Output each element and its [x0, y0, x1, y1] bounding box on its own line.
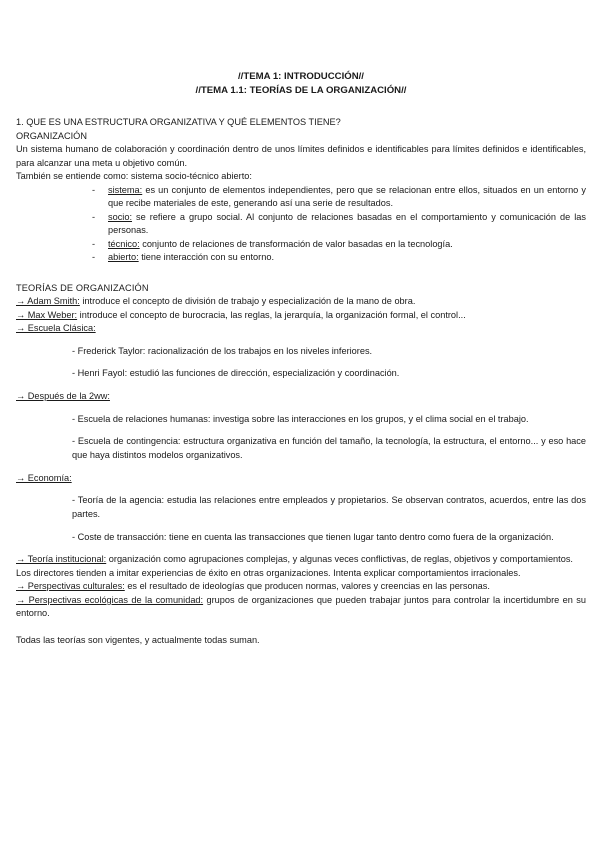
despues-2ww-heading: → Después de la 2ww:	[16, 391, 110, 402]
max-weber-entry: → Max Weber: introduce el concepto de burocracia, las reglas, la jerarquía, la organización formal, el control...	[16, 309, 466, 320]
section1-heading: 1. QUE ES UNA ESTRUCTURA ORGANIZATIVA Y QUÉ ELEMENTOS TIENE?	[16, 117, 341, 127]
perspectivas-ecologicas-entry: → Perspectivas ecológicas de la comunidad: grupos de organizaciones que pueden trabajar juntos para controlar la incertidumbre en su entorno.	[16, 594, 586, 619]
term-abierto: abierto:	[108, 252, 139, 262]
list-item: - Escuela de contingencia: estructura organizativa en función del tamaño, la tecnología, la estructura, el entorno... y eso hace que haya distintos modelos organizativos.	[72, 436, 586, 460]
list-item: - Escuela de relaciones humanas: investiga sobre las interacciones en los grupos, y el clima social en el trabajo.	[72, 413, 529, 424]
document-title: //TEMA 1: INTRODUCCIÓN//	[238, 71, 364, 82]
document-subtitle: //TEMA 1.1: TEORÍAS DE LA ORGANIZACIÓN//	[195, 85, 407, 96]
escuela-clasica-heading: → Escuela Clásica:	[16, 323, 96, 333]
closing-text: Todas las teorías son vigentes, y actualmente todas suman.	[16, 634, 260, 645]
section2-heading: TEORÍAS DE ORGANIZACIÓN	[16, 282, 149, 293]
sociotechnical-intro: También se entiende como: sistema socio-técnico abierto:	[16, 171, 252, 181]
directores-text: Los directores tienden a imitar experiencias de éxito en otras organizaciones. Intenta explicar comportamientos irracionales.	[16, 567, 521, 578]
section1-subheading: ORGANIZACIÓN	[16, 130, 87, 141]
list-item: - Coste de transacción: tiene en cuenta las transacciones que tienen lugar tanto dentro como fuera de la organización.	[72, 531, 554, 542]
term-sistema: sistema:	[108, 184, 143, 195]
list-item: - sistema: es un conjunto de elementos independientes, pero que se relacionan entre ellos, situados en un entorno y que recibe materiales de este, generando así una serie de resultados.	[92, 184, 586, 211]
list-item: - Teoría de la agencia: estudia las relaciones entre empleados y propietarios. Se observan contratos, acuerdos, entre las dos partes.	[72, 495, 586, 519]
list-item: - Frederick Taylor: racionalización de los trabajos en los niveles inferiores.	[72, 345, 373, 356]
sociotechnical-list	[16, 184, 586, 265]
list-item: - Henri Fayol: estudió las funciones de dirección, especialización y coordinación.	[72, 368, 400, 379]
economia-heading: → Economía:	[16, 472, 72, 483]
organization-definition: Un sistema humano de colaboración y coordinación dentro de unos límites definidos e identificables para límites definidos e identificables, para alcanzar una meta u objetivo común.	[16, 144, 586, 168]
document-page	[16, 70, 586, 647]
list-item: - socio: se refiere a grupo social. Al conjunto de relaciones basadas en el comportamiento y comunicación de las personas.	[92, 211, 586, 238]
term-socio: socio:	[108, 211, 133, 222]
perspectivas-culturales-entry: → Perspectivas culturales: es el resultado de ideologías que producen normas, valores y creencias en las personas.	[16, 581, 490, 592]
teoria-institucional-entry: → Teoría institucional: organización como agrupaciones complejas, y algunas veces conflictivas, de reglas, objetivos y comportamientos.	[16, 554, 573, 565]
adam-smith-entry: → Adam Smith: introduce el concepto de división de trabajo y especialización de la mano de obra.	[16, 296, 416, 306]
list-item: - abierto: tiene interacción con su entorno.	[92, 251, 586, 265]
term-tecnico: técnico:	[108, 238, 140, 249]
list-item: - técnico: conjunto de relaciones de transformación de valor basadas en la tecnología.	[92, 238, 586, 252]
